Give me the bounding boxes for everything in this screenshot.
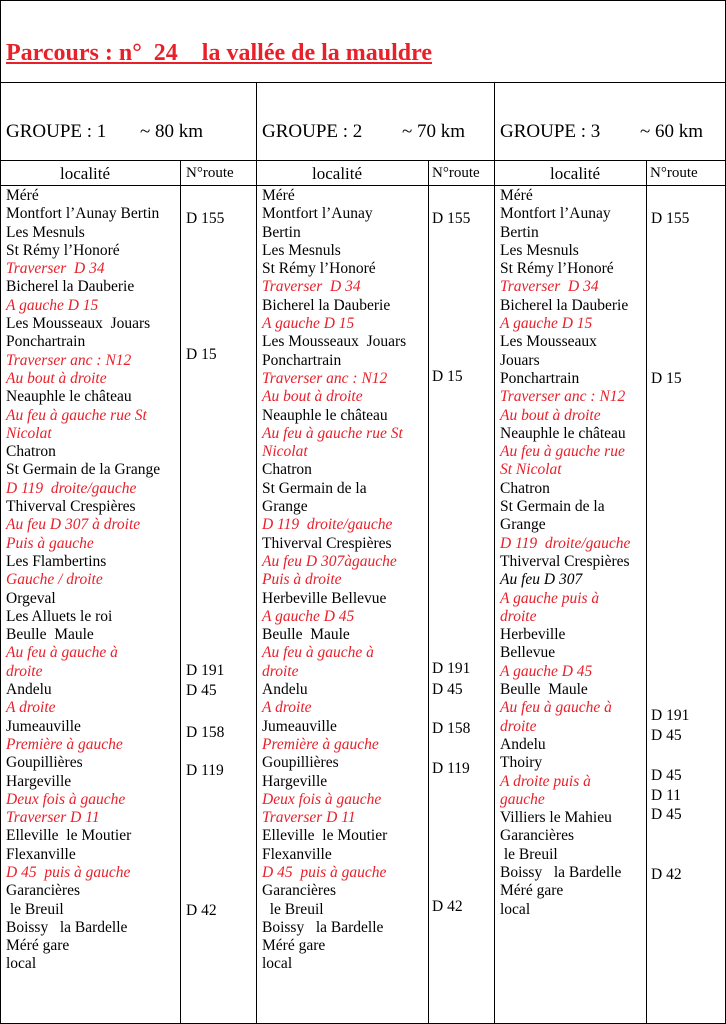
group-2-route: D 191 (432, 660, 471, 677)
locality-name: Les Mousseaux (500, 333, 597, 351)
group-header-divider (0, 160, 726, 161)
group-divider-2 (494, 82, 495, 1024)
locality-name: Les Mesnuls (500, 241, 579, 259)
locality-name: Goupillières (6, 754, 83, 772)
locality-name: Elleville le Moutier (262, 827, 388, 845)
direction-instruction: Deux fois à gauche (6, 790, 126, 808)
locality-name: Thiverval Crespières (262, 534, 392, 552)
locality-name: Andelu (6, 681, 52, 699)
group-1-route-header: N°route (186, 165, 234, 181)
locality-name: Flexanville (6, 845, 76, 863)
locality-name: Boissy la Bardelle (500, 863, 622, 881)
direction-instruction: A gauche D 45 (500, 662, 593, 680)
direction-instruction: A droite puis à (500, 772, 591, 790)
direction-instruction: A gauche puis à (500, 589, 600, 607)
direction-instruction: A gauche D 45 (262, 607, 355, 625)
locality-name: Garancières (6, 882, 81, 900)
locality-name: Thoiry (500, 754, 543, 772)
group-1-locality-header: localité (60, 164, 111, 183)
direction-instruction: A droite (6, 699, 56, 717)
direction-instruction: Nicolat (262, 443, 308, 461)
direction-instruction: Au feu à gauche à (262, 644, 374, 662)
direction-instruction: Traverser D 34 (500, 278, 599, 296)
group-3-route: D 45 (651, 806, 682, 823)
group-3-route: D 42 (651, 866, 682, 883)
route-divider-1 (180, 160, 181, 1024)
group-3-distance: ~ 60 km (640, 121, 704, 142)
route-divider-3 (646, 160, 647, 1024)
direction-instruction: Au feu à gauche rue St (6, 406, 147, 424)
direction-instruction: Traverser D 34 (262, 278, 361, 296)
direction-instruction: gauche (500, 790, 545, 808)
direction-instruction: droite (262, 662, 299, 680)
direction-instruction: Première à gauche (262, 735, 379, 753)
locality-name: St Rémy l’Honoré (262, 260, 376, 278)
locality-name: local (262, 955, 293, 973)
locality-name: Villiers le Mahieu (500, 809, 612, 827)
locality-name: Andelu (262, 681, 308, 699)
locality-name: Bertin (500, 223, 539, 241)
group-1-distance: ~ 80 km (140, 121, 204, 142)
group-2-route: D 158 (432, 720, 471, 737)
locality-name: le Breuil (500, 845, 558, 863)
locality-name: Bicherel la Dauberie (6, 278, 135, 296)
direction-instruction: droite (500, 607, 537, 625)
locality-name: Méré (262, 187, 295, 204)
group-3-route: D 45 (651, 727, 682, 744)
direction-instruction: Au feu à gauche rue St (262, 424, 403, 442)
locality-name: Chatron (262, 461, 312, 479)
group-divider-1 (256, 82, 257, 1024)
group-2-route: D 42 (432, 898, 463, 915)
table-top-border (0, 82, 726, 83)
locality-name: Thiverval Crespières (500, 552, 630, 570)
direction-instruction: Nicolat (6, 424, 52, 442)
locality-name: Flexanville (262, 845, 332, 863)
locality-name: Montfort l’Aunay (500, 205, 611, 223)
direction-instruction: Puis à gauche (6, 534, 94, 552)
direction-instruction: droite (6, 662, 43, 680)
locality-name: local (6, 955, 37, 973)
group-1-route: D 42 (186, 902, 217, 919)
group-1-route: D 158 (186, 724, 225, 741)
group-3-route: D 155 (651, 210, 690, 227)
locality-name: Jouars (500, 351, 540, 369)
locality-name: Herbeville Bellevue (262, 589, 387, 607)
group-1-label: GROUPE : 1 (6, 121, 107, 142)
locality-name: Herbeville (500, 626, 566, 644)
locality-name: Beulle Maule (262, 626, 350, 644)
locality-name: Andelu (500, 735, 546, 753)
direction-instruction: Traverser anc : N12 (500, 388, 626, 406)
locality-name: Chatron (6, 443, 56, 461)
direction-instruction: Traverser D 11 (262, 809, 356, 827)
direction-instruction: Deux fois à gauche (262, 790, 382, 808)
locality-name: Méré (500, 187, 533, 204)
locality-name: Grange (500, 516, 546, 534)
direction-instruction: D 119 droite/gauche (262, 516, 393, 534)
group-1-route: D 15 (186, 346, 217, 363)
direction-instruction: D 119 droite/gauche (500, 534, 631, 552)
locality-name: Chatron (500, 479, 550, 497)
locality-name: Bellevue (500, 644, 556, 662)
locality-name: Boissy la Bardelle (262, 918, 384, 936)
direction-instruction: Au feu à gauche à (500, 699, 612, 717)
group-2-route: D 45 (432, 681, 463, 698)
locality-name: St Rémy l’Honoré (500, 260, 614, 278)
locality-name: Méré gare (6, 937, 70, 955)
group-2-locality-header: localité (312, 164, 363, 183)
group-3-route: D 191 (651, 707, 690, 724)
direction-instruction: Traverser D 34 (6, 260, 105, 278)
direction-instruction: Au bout à droite (262, 388, 363, 406)
locality-name: Hargeville (262, 772, 328, 790)
locality-name: Les Mesnuls (262, 241, 341, 259)
locality-name: Bicherel la Dauberie (500, 296, 629, 314)
locality-name: Ponchartrain (500, 369, 580, 387)
locality-name: Jumeauville (6, 717, 81, 735)
direction-instruction: D 45 puis à gauche (6, 863, 131, 881)
direction-instruction: Au bout à droite (6, 369, 107, 387)
locality-name: Ponchartrain (6, 333, 86, 351)
locality-name: local (500, 900, 531, 918)
direction-instruction: Au feu à gauche rue (500, 443, 625, 461)
direction-instruction: Gauche / droite (6, 571, 103, 589)
group-1-route: D 191 (186, 662, 225, 679)
direction-instruction: A droite (262, 699, 312, 717)
direction-instruction: Traverser anc : N12 (262, 369, 388, 387)
group-3-route: D 11 (651, 787, 681, 804)
direction-instruction: A gauche D 15 (262, 315, 355, 333)
group-2-distance: ~ 70 km (402, 121, 466, 142)
locality-name: le Breuil (262, 900, 324, 918)
locality-name: Elleville le Moutier (6, 827, 132, 845)
locality-name: Orgeval (6, 589, 56, 607)
direction-instruction: A gauche D 15 (500, 315, 593, 333)
locality-name: St Germain de la (500, 498, 605, 516)
direction-instruction: droite (500, 717, 537, 735)
locality-name: Les Mousseaux Jouars (262, 333, 407, 351)
locality-name: St Rémy l’Honoré (6, 241, 120, 259)
group-1-itinerary (6, 187, 160, 974)
locality-name: Goupillières (262, 754, 339, 772)
route-divider-2 (428, 160, 429, 1024)
direction-instruction: A gauche D 15 (6, 296, 99, 314)
direction-instruction: Traverser anc : N12 (6, 351, 132, 369)
group-1-route: D 45 (186, 682, 217, 699)
locality-name: Bertin (262, 223, 301, 241)
locality-name: Grange (262, 498, 308, 516)
locality-name: Au feu D 307 (500, 571, 583, 589)
locality-name: Les Flambertins (6, 552, 107, 570)
locality-name: Méré (6, 187, 39, 204)
direction-instruction: Première à gauche (6, 735, 123, 753)
locality-name: Montfort l’Aunay Bertin (6, 205, 160, 223)
group-3-route-header: N°route (650, 165, 698, 181)
direction-instruction: Au feu à gauche à (6, 644, 118, 662)
group-3-label: GROUPE : 3 (500, 121, 601, 142)
locality-name: St Germain de la (262, 479, 367, 497)
locality-name: Neauphle le château (6, 388, 132, 406)
direction-instruction: Au bout à droite (500, 406, 601, 424)
group-1-route: D 155 (186, 210, 225, 227)
group-3-route: D 15 (651, 370, 682, 387)
group-1-route: D 119 (186, 762, 224, 779)
group-2-itinerary (262, 187, 406, 974)
group-3-itinerary (500, 187, 630, 919)
locality-name: Montfort l’Aunay (262, 205, 373, 223)
direction-instruction: D 119 droite/gauche (6, 479, 137, 497)
group-2-label: GROUPE : 2 (262, 121, 363, 142)
locality-name: Beulle Maule (6, 626, 94, 644)
group-2-route: D 155 (432, 210, 471, 227)
locality-name: Garancières (262, 882, 337, 900)
direction-instruction: Au feu D 307àgauche (262, 552, 397, 570)
locality-name: Neauphle le château (500, 424, 626, 442)
locality-name: Bicherel la Dauberie (262, 296, 391, 314)
locality-name: Ponchartrain (262, 351, 342, 369)
locality-name: Les Alluets le roi (6, 607, 113, 625)
locality-name: Hargeville (6, 772, 72, 790)
group-3-locality-header: localité (550, 164, 601, 183)
locality-name: Méré gare (262, 937, 326, 955)
direction-instruction: Traverser D 11 (6, 809, 100, 827)
locality-name: Jumeauville (262, 717, 337, 735)
direction-instruction: Puis à droite (262, 571, 342, 589)
locality-name: Garancières (500, 827, 575, 845)
locality-name: Les Mesnuls (6, 223, 85, 241)
group-3-route: D 45 (651, 767, 682, 784)
locality-name: St Germain de la Grange (6, 461, 161, 479)
column-header-divider (0, 185, 726, 186)
page-title: Parcours : n° 24 la vallée de la mauldre (6, 40, 433, 66)
direction-instruction: Au feu D 307 à droite (6, 516, 141, 534)
group-2-route-header: N°route (432, 165, 480, 181)
direction-instruction: D 45 puis à gauche (262, 863, 387, 881)
locality-name: le Breuil (6, 900, 64, 918)
locality-name: Les Mousseaux Jouars (6, 315, 151, 333)
direction-instruction: St Nicolat (500, 461, 562, 479)
locality-name: Beulle Maule (500, 681, 588, 699)
locality-name: Méré gare (500, 882, 564, 900)
locality-name: Neauphle le château (262, 406, 388, 424)
locality-name: Thiverval Crespières (6, 498, 136, 516)
locality-name: Boissy la Bardelle (6, 918, 128, 936)
group-2-route: D 15 (432, 368, 463, 385)
group-2-route: D 119 (432, 760, 470, 777)
